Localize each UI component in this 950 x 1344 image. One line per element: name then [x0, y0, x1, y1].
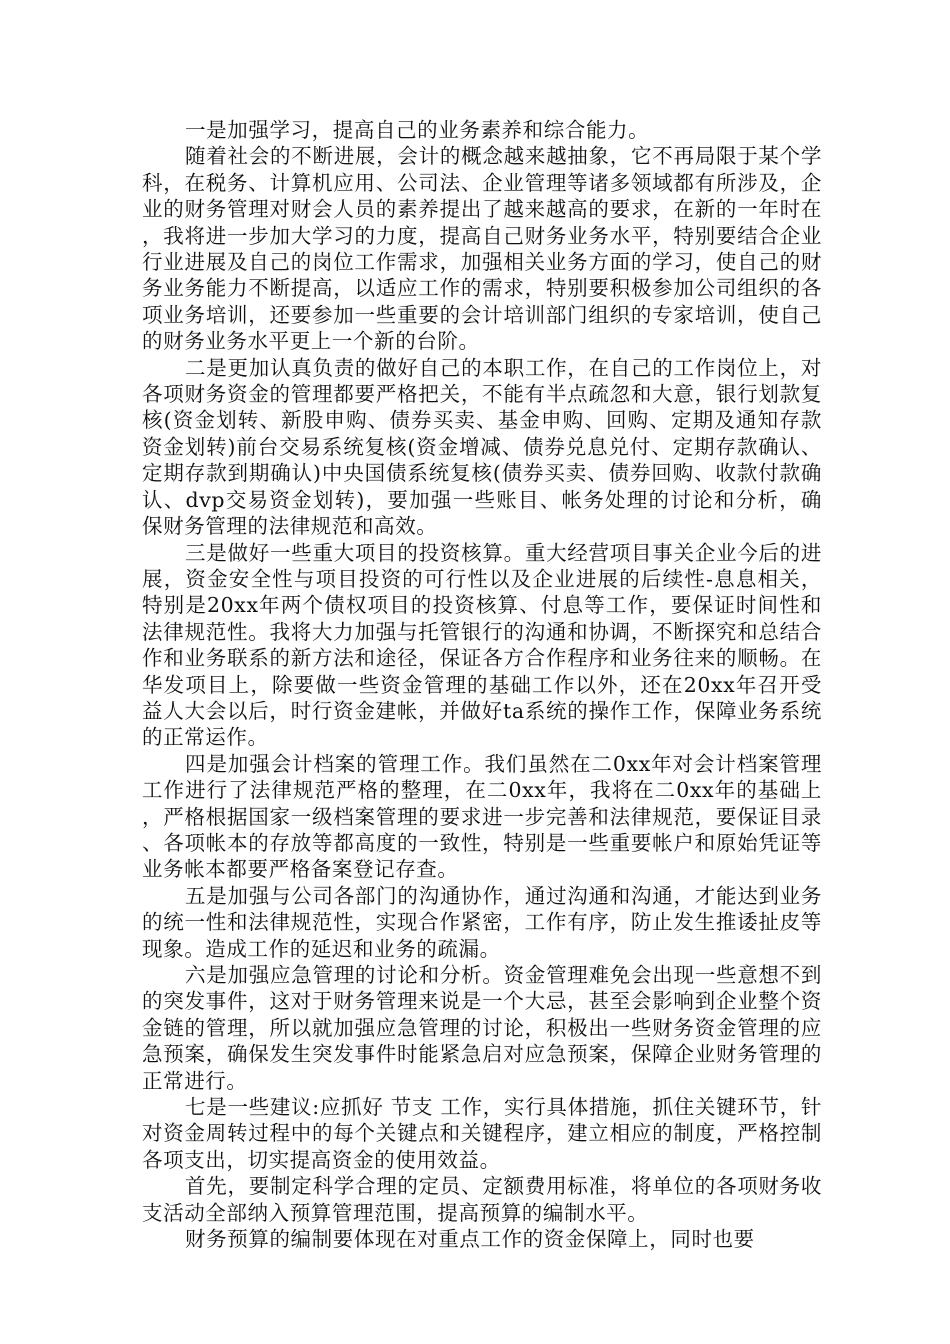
paragraph-1: 一是加强学习，提高自己的业务素养和综合能力。	[185, 118, 650, 142]
paragraph-3: 二是更加认真负责的做好自己的本职工作，在自己的工作岗位上，对各项财务资金的管理都要严格把关，不能有半点疏忽和大意，银行划款复核(资金划转、新股申购、债券买卖、基金申购、回购、定期及通知存款资金划转)前台交易系统复核(资金增减、债券兑息兑付、定期存款确认、定期存款到期确认)中央国债系统复核(债券买卖、债券回购、收款付款确认、dvp交易资金划转)，要加强一些账目、帐务处理的讨论和分析，确保财务管理的法律规范和高效。	[142, 355, 822, 539]
paragraph-6: 五是加强与公司各部门的沟通协作，通过沟通和沟通，才能达到业务的统一性和法律规范性，实现合作紧密，工作有序，防止发生推诿扯皮等现象。造成工作的延迟和业务的疏漏。	[142, 883, 822, 961]
paragraph-7: 六是加强应急管理的讨论和分析。资金管理难免会出现一些意想不到的突发事件，这对于财务管理来说是一个大忌，甚至会影响到企业整个资金链的管理，所以就加强应急管理的讨论，积极出一些财务资金管理的应急预案，确保发生突发事件时能紧急启对应急预案，保障企业财务管理的正常进行。	[142, 963, 822, 1093]
paragraph-2: 随着社会的不断进展，会计的概念越来越抽象，它不再局限于某个学科，在税务、计算机应用、公司法、企业管理等诸多领域都有所涉及，企业的财务管理对财会人员的素养提出了越来越高的要求，在新的一年时在，我将进一步加大学习的力度，提高自己财务业务水平，特别要结合企业行业进展及自己的岗位工作需求，加强相关业务方面的学习，使自己的财务业务能力不断提高，以适应工作的需求，特别要积极参加公司组织的各项业务培训，还要参加一些重要的会计培训部门组织的专家培训，使自己的财务业务水平更上一个新的台阶。	[142, 144, 822, 354]
paragraph-8: 七是一些建议:应抓好 节支 工作，实行具体措施，抓住关键环节，针对资金周转过程中的每个关键点和关键程序，建立相应的制度，严格控制各项支出，切实提高资金的使用效益。	[142, 1095, 822, 1172]
paragraph-5: 四是加强会计档案的管理工作。我们虽然在二0xx年对会计档案管理工作进行了法律规范严格的整理，在二0xx年，我将在二0xx年的基础上，严格根据国家一级档案管理的要求进一步完善和法律规范，要保证目录、各项帐本的存放等都高度的一致性，特别是一些重要帐户和原始凭证等业务帐本都要严格备案登记存查。	[142, 751, 822, 882]
paragraph-9: 首先，要制定科学合理的定员、定额费用标准，将单位的各项财务收支活动全部纳入预算管理范围，提高预算的编制水平。	[142, 1174, 822, 1225]
paragraph-10: 财务预算的编制要体现在对重点工作的资金保障上，同时也要	[185, 1227, 755, 1252]
paragraph-4: 三是做好一些重大项目的投资核算。重大经营项目事关企业今后的进展，资金安全性与项目投资的可行性以及企业进展的后续性-息息相关，特别是20xx年两个债权项目的投资核算、付息等工作，要保证时间性和法律规范性。我将大力加强与托管银行的沟通和协调，不断探究和总结合作和业务联系的新方法和途径，保证各方合作程序和业务往来的顺畅。在华发项目上，除要做一些资金管理的基础工作以外，还在20xx年召开受益人大会以后，时行资金建帐，并做好ta系统的操作工作，保障业务系统的正常运作。	[142, 540, 822, 750]
document-body	[142, 117, 822, 1252]
